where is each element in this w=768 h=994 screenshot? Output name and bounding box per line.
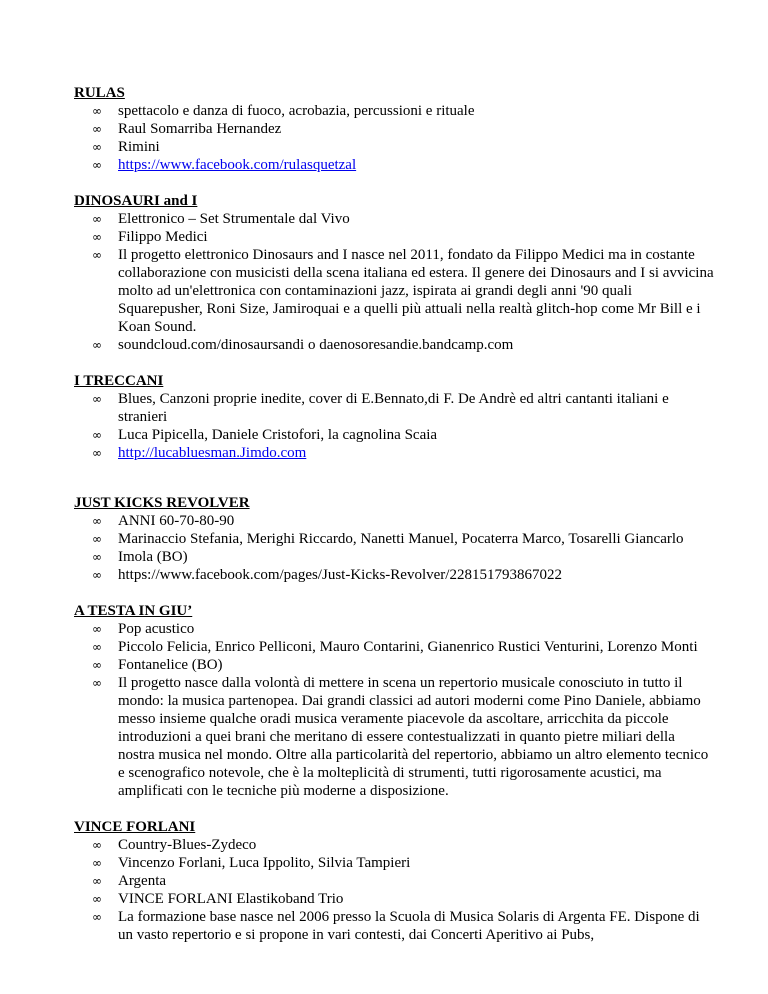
infinity-bullet-icon: ∞ — [92, 874, 102, 888]
infinity-bullet-icon: ∞ — [92, 658, 102, 672]
item-text: Argenta — [118, 873, 167, 889]
infinity-bullet-icon: ∞ — [92, 910, 102, 924]
infinity-bullet-icon: ∞ — [92, 212, 102, 226]
item-text: Il progetto nasce dalla volontà di mettere in scena un repertorio musicale conosciuto in tutto il mondo: la musica partenopea. Dai grandi classici ad autori moderni come Pino Daniele, abbiamo messo insieme qualche oradi musica veramente piacevole da ascoltare, arricchita da piccole introduzioni a quei brani che meritano di essere contestualizzati in quanto pietre miliari della nostra musica nel mondo. Oltre alla particolarità del repertorio, abbiamo un altro elemento tecnico e scenografico notevole, che è la molteplicità di strumenti, tutti rigorosamente acustici, ma amplificati con le tecniche più moderne a disposizione. — [118, 675, 709, 799]
infinity-bullet-icon: ∞ — [92, 428, 102, 442]
list-item — [74, 512, 714, 530]
item-text: spettacolo e danza di fuoco, acrobazia, percussioni e rituale — [118, 103, 475, 119]
infinity-bullet-icon: ∞ — [92, 568, 102, 582]
infinity-bullet-icon: ∞ — [92, 230, 102, 244]
infinity-bullet-icon: ∞ — [92, 640, 102, 654]
infinity-bullet-icon: ∞ — [92, 104, 102, 118]
list-item — [74, 638, 714, 656]
section-a-testa-in-giu — [74, 602, 714, 800]
infinity-bullet-icon: ∞ — [92, 892, 102, 906]
infinity-bullet-icon: ∞ — [92, 338, 102, 352]
infinity-bullet-icon: ∞ — [92, 856, 102, 870]
section-heading: JUST KICKS REVOLVER — [74, 495, 250, 511]
infinity-bullet-icon: ∞ — [92, 392, 102, 406]
item-text: Piccolo Felicia, Enrico Pelliconi, Mauro Contarini, Gianenrico Rustici Venturini, Lorenzo Monti — [118, 639, 698, 655]
item-text: soundcloud.com/dinosaursandi o daenosoresandie.bandcamp.com — [118, 337, 514, 353]
list-item — [74, 566, 714, 584]
list-item — [74, 530, 714, 548]
item-text: Rimini — [118, 139, 160, 155]
bullet-list — [74, 102, 714, 174]
list-item — [74, 836, 714, 854]
list-item — [74, 890, 714, 908]
infinity-bullet-icon: ∞ — [92, 838, 102, 852]
item-text: Filippo Medici — [118, 229, 208, 245]
list-item — [74, 336, 714, 354]
bullet-list — [74, 512, 714, 584]
list-item — [74, 246, 714, 336]
bullet-list — [74, 390, 714, 462]
item-text: Il progetto elettronico Dinosaurs and I nasce nel 2011, fondato da Filippo Medici ma in costante collaborazione con musicisti della scena italiana ed estera. Il genere dei Dinosaurs and I si avvicina molto ad un'elettronica con contaminazioni jazz, ispirata ai grandi degli anni '90 quali Squarepusher, Roni Size, Jamiroquai e a quelli più attuali nella realtà glitch-hop come Mr Bill e i Koan Sound. — [118, 247, 714, 335]
infinity-bullet-icon: ∞ — [92, 248, 102, 262]
infinity-bullet-icon: ∞ — [92, 122, 102, 136]
item-text: Country-Blues-Zydeco — [118, 837, 257, 853]
list-item — [74, 210, 714, 228]
item-text: Imola (BO) — [118, 549, 188, 565]
section-heading: DINOSAURI and I — [74, 193, 198, 209]
list-item — [74, 620, 714, 638]
section-heading: A TESTA IN GIU’ — [74, 603, 193, 619]
list-item — [74, 548, 714, 566]
item-text: Luca Pipicella, Daniele Cristofori, la cagnolina Scaia — [118, 427, 438, 443]
infinity-bullet-icon: ∞ — [92, 446, 102, 460]
item-text: Fontanelice (BO) — [118, 657, 223, 673]
item-text: ANNI 60-70-80-90 — [118, 513, 235, 529]
infinity-bullet-icon: ∞ — [92, 550, 102, 564]
list-item — [74, 872, 714, 890]
infinity-bullet-icon: ∞ — [92, 158, 102, 172]
list-item — [74, 908, 714, 944]
bullet-list — [74, 620, 714, 800]
list-item — [74, 156, 714, 174]
item-text: Raul Somarriba Hernandez — [118, 121, 282, 137]
item-text: Elettronico – Set Strumentale dal Vivo — [118, 211, 350, 227]
list-item — [74, 656, 714, 674]
list-item — [74, 444, 714, 462]
section-just-kicks-revolver — [74, 494, 714, 584]
list-item — [74, 102, 714, 120]
item-text: VINCE FORLANI Elastikoband Trio — [118, 891, 344, 907]
infinity-bullet-icon: ∞ — [92, 514, 102, 528]
infinity-bullet-icon: ∞ — [92, 532, 102, 546]
list-item — [74, 390, 714, 426]
infinity-bullet-icon: ∞ — [92, 622, 102, 636]
list-item — [74, 138, 714, 156]
list-item — [74, 854, 714, 872]
item-text: Vincenzo Forlani, Luca Ippolito, Silvia Tampieri — [118, 855, 411, 871]
bullet-list — [74, 836, 714, 944]
section-heading: RULAS — [74, 85, 125, 101]
section-dinosauri-and-i — [74, 192, 714, 354]
item-text: https://www.facebook.com/pages/Just-Kicks-Revolver/228151793867022 — [118, 567, 562, 583]
hyperlink[interactable]: https://www.facebook.com/rulasquetzal — [118, 157, 357, 173]
hyperlink[interactable]: http://lucabluesman.Jimdo.com — [118, 445, 307, 461]
section-heading: VINCE FORLANI — [74, 819, 196, 835]
item-text: Pop acustico — [118, 621, 195, 637]
bullet-list — [74, 210, 714, 354]
document-page — [74, 84, 714, 962]
infinity-bullet-icon: ∞ — [92, 140, 102, 154]
section-i-treccani — [74, 372, 714, 462]
list-item — [74, 426, 714, 444]
section-heading: I TRECCANI — [74, 373, 164, 389]
item-text: La formazione base nasce nel 2006 presso la Scuola di Musica Solaris di Argenta FE. Dispone di un vasto repertorio e si propone in vari contesti, dai Concerti Aperitivo ai Pubs, — [118, 909, 700, 943]
item-text: Blues, Canzoni proprie inedite, cover di E.Bennato,di F. De Andrè ed altri cantanti italiani e stranieri — [118, 391, 669, 425]
item-text: Marinaccio Stefania, Merighi Riccardo, Nanetti Manuel, Pocaterra Marco, Tosarelli Giancarlo — [118, 531, 684, 547]
list-item — [74, 228, 714, 246]
section-vince-forlani — [74, 818, 714, 944]
list-item — [74, 120, 714, 138]
infinity-bullet-icon: ∞ — [92, 676, 102, 690]
section-rulas — [74, 84, 714, 174]
list-item — [74, 674, 714, 800]
